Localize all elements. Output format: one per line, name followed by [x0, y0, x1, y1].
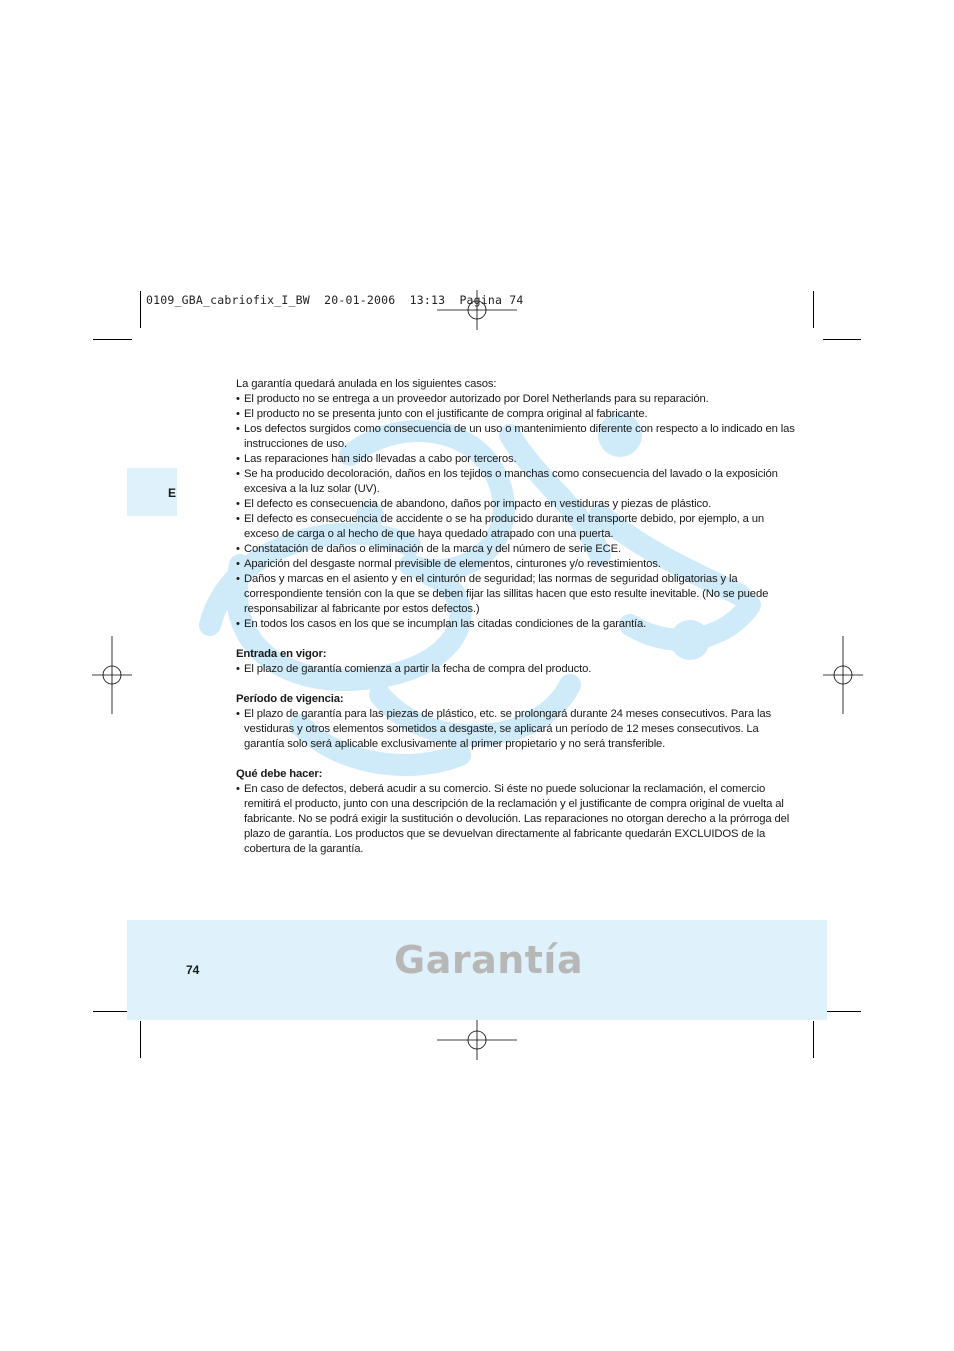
- print-slug: 0109_GBA_cabriofix_I_BW 20-01-2006 13:13 Pagina 74: [146, 293, 524, 307]
- registration-mark-icon: [92, 636, 132, 714]
- footer-title: Garantía: [394, 938, 584, 982]
- list-item: • Daños y marcas en el asiento y en el cinturón de seguridad; las normas de seguridad obligatorias y la correspondiente tensión con la que se deben fijar las sillitas hacen que esto resulte inevitable. (No se puede responsabilizar al fabricante por estos defectos.): [236, 572, 796, 617]
- crop-mark: [813, 1021, 814, 1058]
- intro-text: La garantía quedará anulada en los siguientes casos:: [236, 378, 497, 390]
- section-heading-entry: Entrada en vigor:: [236, 648, 327, 660]
- list-item: • El defecto es consecuencia de abandono, daños por impacto en vestiduras y piezas de plástico.: [236, 497, 796, 512]
- section-heading-todo: Qué debe hacer:: [236, 768, 323, 780]
- list-item: • El defecto es consecuencia de accidente o se ha producido durante el transporte debido, por ejemplo, a un exceso de carga o al hecho de que haya quedado atrapado con una puerta.: [236, 512, 796, 542]
- list-item: • Los defectos surgidos como consecuencia de un uso o mantenimiento diferente con respecto a lo indicado en las instrucciones de uso.: [236, 422, 796, 452]
- todo-list: [236, 782, 796, 857]
- list-item: • El plazo de garantía comienza a partir la fecha de compra del producto.: [236, 662, 796, 677]
- list-item: • Aparición del desgaste normal previsible de elementos, cinturones y/o revestimientos.: [236, 557, 796, 572]
- list-item: • En todos los casos en los que se incumplan las citadas condiciones de la garantía.: [236, 617, 796, 632]
- period-list: [236, 707, 796, 752]
- crop-mark: [140, 1021, 141, 1058]
- language-tab: [127, 468, 177, 516]
- list-item: • Las reparaciones han sido llevadas a cabo por terceros.: [236, 452, 796, 467]
- page-number: 74: [186, 963, 200, 977]
- entry-list: [236, 662, 796, 677]
- void-cases-list: [236, 392, 796, 632]
- list-item: • El plazo de garantía para las piezas de plástico, etc. se prolongará durante 24 meses consecutivos. Para las vestiduras y otros elementos sometidos a desgaste, se aplicará un período de 12 meses consecutivos. La garantía solo será aplicable exclusivamente al primer propietario y no será transferible.: [236, 707, 796, 752]
- crop-mark: [140, 291, 141, 328]
- registration-mark-icon: [823, 636, 863, 714]
- list-item: • El producto no se entrega a un proveedor autorizado por Dorel Netherlands para su reparación.: [236, 392, 796, 407]
- section-heading-period: Período de vigencia:: [236, 693, 344, 705]
- warranty-content: [236, 377, 796, 857]
- list-item: • Constatación de daños o eliminación de la marca y del número de serie ECE.: [236, 542, 796, 557]
- language-tab-label: E: [168, 486, 177, 500]
- crop-mark: [823, 1011, 861, 1012]
- list-item: • Se ha producido decoloración, daños en los tejidos o manchas como consecuencia del lavado o la exposición excesiva a la luz solar (UV).: [236, 467, 796, 497]
- crop-mark: [813, 291, 814, 328]
- crop-mark: [823, 339, 861, 340]
- crop-mark: [93, 339, 132, 340]
- list-item: • En caso de defectos, deberá acudir a su comercio. Si éste no puede solucionar la reclamación, el comercio remitirá el producto, junto con una descripción de la reclamación y el justificante de compra original de vuelta al fabricante. No se podrá exigir la sustitución o devolución. Las reparaciones no otorgan derecho a la prórroga del plazo de garantía. Los productos que se devuelvan directamente al fabricante quedarán EXCLUIDOS de la cobertura de la garantía.: [236, 782, 796, 857]
- list-item: • El producto no se presenta junto con el justificante de compra original al fabricante.: [236, 407, 796, 422]
- registration-mark-icon: [437, 1020, 517, 1060]
